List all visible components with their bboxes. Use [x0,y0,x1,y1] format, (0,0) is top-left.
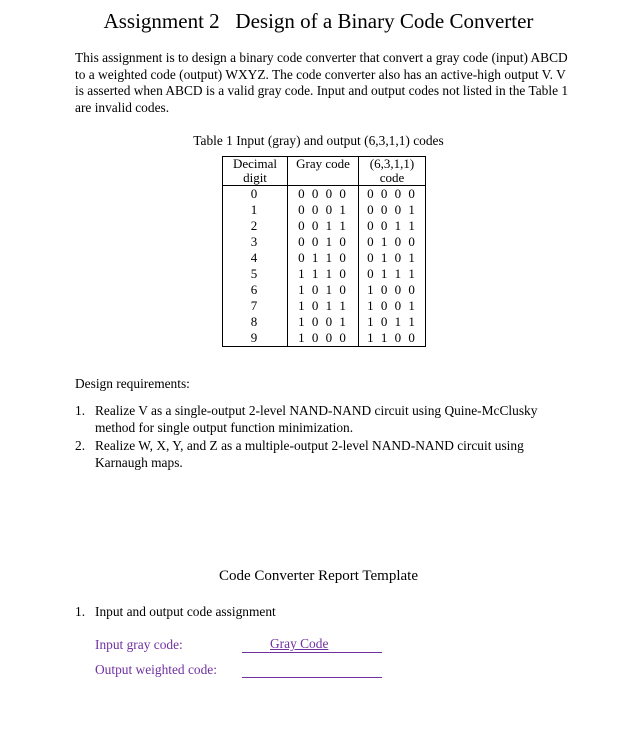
table-row [223,330,426,347]
cell-gray-code: 1 0 1 0 [288,282,359,298]
list-item [75,403,575,436]
table-row [223,202,426,218]
code-table [222,156,426,347]
cell-decimal: 7 [223,298,288,314]
cell-decimal: 5 [223,266,288,282]
cell-weighted-code: 0 0 1 1 [359,218,426,234]
cell-weighted-code: 1 0 0 0 [359,282,426,298]
requirements-list [75,403,575,473]
table-row [223,266,426,282]
table-row [223,314,426,330]
table-row [223,282,426,298]
cell-decimal: 2 [223,218,288,234]
list-item [75,438,575,471]
cell-gray-code: 0 1 1 0 [288,250,359,266]
cell-gray-code: 0 0 1 0 [288,234,359,250]
table-row [223,186,426,203]
report-title: Code Converter Report Template [218,568,419,584]
cell-weighted-code: 0 1 1 1 [359,266,426,282]
cell-weighted-code: 0 1 0 0 [359,234,426,250]
input-code-field[interactable] [242,636,382,653]
cell-gray-code: 0 0 1 1 [288,218,359,234]
list-item-text: Realize W, X, Y, and Z as a multiple-output 2-level NAND-NAND circuit using Karnaugh maps. [95,438,524,470]
output-code-label: Output weighted code: [95,662,217,677]
section-heading [75,604,276,620]
table-row [223,234,426,250]
section-text: Input and output code assignment [95,604,276,619]
cell-decimal: 9 [223,330,288,347]
requirements-heading: Design requirements: [75,376,190,391]
list-item-number: 1. [75,403,86,418]
cell-decimal: 1 [223,202,288,218]
cell-decimal: 4 [223,250,288,266]
page-title: Assignment 2 Design of a Binary Code Converter [103,9,534,33]
cell-weighted-code: 1 1 0 0 [359,330,426,347]
cell-gray-code: 1 1 1 0 [288,266,359,282]
cell-gray-code: 0 0 0 1 [288,202,359,218]
intro-paragraph: This assignment is to design a binary code converter that convert a gray code (input) ABCD to a weighted code (output) WXYZ. The code converter also has an active-high output V. V is asserted when ABCD is a valid gray code. Input and output codes not listed in the Table 1 are invalid codes. [75,50,569,115]
cell-weighted-code: 1 0 0 1 [359,298,426,314]
output-code-field[interactable] [242,661,382,678]
cell-weighted-code: 0 0 0 1 [359,202,426,218]
cell-gray-code: 1 0 0 1 [288,314,359,330]
table-row [223,218,426,234]
header-6311-code: (6,3,1,1) code [359,157,426,186]
input-code-label: Input gray code: [95,637,183,652]
input-code-value: Gray Code [270,636,329,651]
list-item-text: Realize V as a single-output 2-level NAND-NAND circuit using Quine-McClusky method for single output function minimization. [95,403,538,435]
cell-gray-code: 1 0 1 1 [288,298,359,314]
list-item-number: 2. [75,438,86,454]
table-row [223,298,426,314]
header-decimal-digit: Decimal digit [223,157,288,186]
table-body [223,186,426,347]
cell-weighted-code: 0 1 0 1 [359,250,426,266]
cell-decimal: 8 [223,314,288,330]
table-caption: Table 1 Input (gray) and output (6,3,1,1) codes [193,133,444,148]
header-gray-code: Gray code [288,157,359,186]
section-number: 1. [75,604,86,619]
cell-gray-code: 1 0 0 0 [288,330,359,347]
cell-decimal: 0 [223,186,288,203]
table-row [223,250,426,266]
cell-weighted-code: 0 0 0 0 [359,186,426,203]
cell-gray-code: 0 0 0 0 [288,186,359,203]
cell-decimal: 6 [223,282,288,298]
table-header-row [223,157,426,186]
cell-weighted-code: 1 0 1 1 [359,314,426,330]
cell-decimal: 3 [223,234,288,250]
